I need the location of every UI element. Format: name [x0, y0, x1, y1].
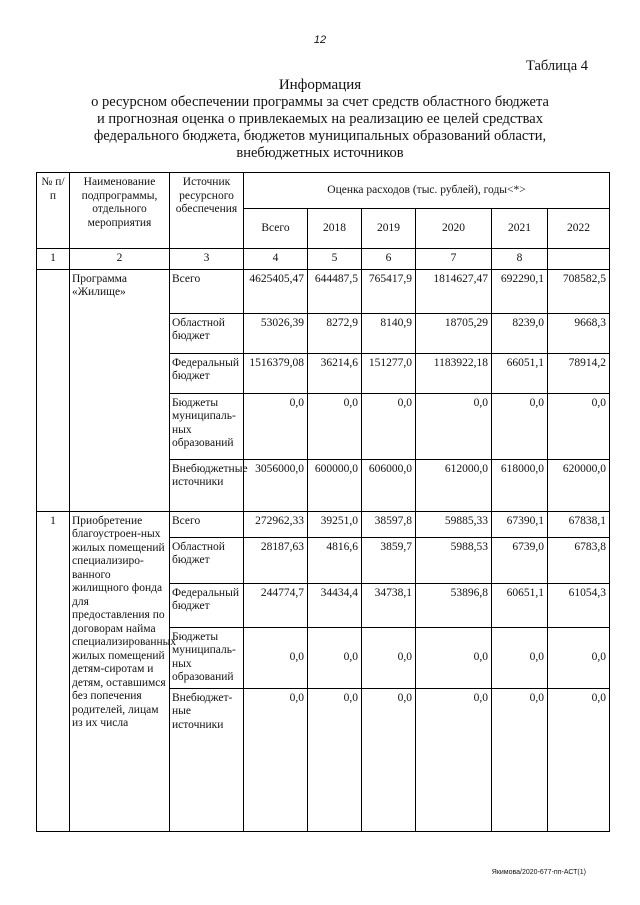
value-cell: 244774,7 [244, 583, 308, 627]
title-line: и прогнозная оценка о привлекаемых на реализацию ее целей средствах [97, 111, 543, 127]
title-line: федерального бюджета, бюджетов муниципальных образований области, [93, 128, 547, 144]
value-cell: 53896,8 [416, 583, 492, 627]
value-cell: 6739,0 [492, 537, 548, 583]
header-estimate: Оценка расходов (тыс. рублей), годы<*> [244, 173, 610, 209]
value-cell: 53026,39 [244, 313, 308, 353]
column-number: 3 [170, 249, 244, 270]
column-number: 1 [37, 249, 70, 270]
value-cell: 61054,3 [548, 583, 610, 627]
value-cell: 18705,29 [416, 313, 492, 353]
funding-source: Областной бюджет [170, 537, 244, 583]
header-col-2019: 2019 [362, 209, 416, 249]
header-num: № п/п [37, 173, 70, 249]
funding-source: Бюджеты муниципаль-ных образований [170, 393, 244, 459]
value-cell: 39251,0 [308, 511, 362, 537]
value-cell: 34738,1 [362, 583, 416, 627]
title-line: о ресурсном обеспечении программы за счет средств областного бюджета [91, 94, 549, 110]
header-col-total: Всего [244, 209, 308, 249]
value-cell: 0,0 [362, 627, 416, 688]
resource-table [36, 172, 610, 832]
value-cell: 600000,0 [308, 459, 362, 511]
value-cell: 67390,1 [492, 511, 548, 537]
row-number [37, 269, 70, 511]
value-cell: 0,0 [416, 688, 492, 831]
value-cell: 0,0 [308, 627, 362, 688]
row-number: 1 [37, 511, 70, 831]
value-cell: 8272,9 [308, 313, 362, 353]
program-name: Программа «Жилище» [70, 269, 170, 511]
value-cell: 0,0 [308, 688, 362, 831]
title-line: внебюджетных источников [236, 145, 404, 161]
column-number: 8 [492, 249, 548, 270]
value-cell: 36214,6 [308, 353, 362, 393]
document-title [40, 77, 600, 162]
value-cell: 67838,1 [548, 511, 610, 537]
funding-source: Федеральный бюджет [170, 353, 244, 393]
value-cell: 38597,8 [362, 511, 416, 537]
value-cell: 692290,1 [492, 269, 548, 313]
page-number: 12 [313, 34, 327, 46]
value-cell: 0,0 [244, 688, 308, 831]
value-cell: 0,0 [416, 627, 492, 688]
value-cell: 272962,33 [244, 511, 308, 537]
header-col-2018: 2018 [308, 209, 362, 249]
value-cell: 3859,7 [362, 537, 416, 583]
value-cell: 765417,9 [362, 269, 416, 313]
value-cell: 59885,33 [416, 511, 492, 537]
table-row [37, 511, 610, 537]
column-number: 5 [308, 249, 362, 270]
column-number: 2 [70, 249, 170, 270]
funding-source: Бюджеты муниципаль-ных образований [170, 627, 244, 688]
value-cell: 618000,0 [492, 459, 548, 511]
funding-source: Всего [170, 269, 244, 313]
value-cell: 0,0 [548, 627, 610, 688]
value-cell: 9668,3 [548, 313, 610, 353]
value-cell: 0,0 [362, 393, 416, 459]
value-cell: 0,0 [244, 627, 308, 688]
value-cell: 1814627,47 [416, 269, 492, 313]
header-col-2021: 2021 [492, 209, 548, 249]
value-cell: 66051,1 [492, 353, 548, 393]
value-cell: 0,0 [492, 627, 548, 688]
value-cell: 151277,0 [362, 353, 416, 393]
footer-code: Якимова/2020-677-пп-АСТ(1) [491, 869, 586, 876]
header-col-2020: 2020 [416, 209, 492, 249]
funding-source: Внебюджетные источники [170, 459, 244, 511]
value-cell: 606000,0 [362, 459, 416, 511]
column-number: 4 [244, 249, 308, 270]
value-cell: 3056000,0 [244, 459, 308, 511]
value-cell: 644487,5 [308, 269, 362, 313]
value-cell: 708582,5 [548, 269, 610, 313]
value-cell: 0,0 [492, 688, 548, 831]
value-cell: 8239,0 [492, 313, 548, 353]
funding-source: Областной бюджет [170, 313, 244, 353]
value-cell: 34434,4 [308, 583, 362, 627]
value-cell: 0,0 [244, 393, 308, 459]
value-cell: 6783,8 [548, 537, 610, 583]
value-cell: 78914,2 [548, 353, 610, 393]
value-cell: 612000,0 [416, 459, 492, 511]
value-cell: 28187,63 [244, 537, 308, 583]
funding-source: Внебюджет-ные источники [170, 688, 244, 831]
value-cell: 0,0 [362, 688, 416, 831]
column-number: 6 [362, 249, 416, 270]
header-name: Наименование подпрограммы, отдельного мероприятия [70, 173, 170, 249]
table-row [37, 269, 610, 313]
value-cell: 0,0 [416, 393, 492, 459]
header-col-2022: 2022 [548, 209, 610, 249]
value-cell: 60651,1 [492, 583, 548, 627]
value-cell: 5988,53 [416, 537, 492, 583]
value-cell: 8140,9 [362, 313, 416, 353]
header-source: Источник ресурсного обеспечения [170, 173, 244, 249]
value-cell: 620000,0 [548, 459, 610, 511]
value-cell: 4816,6 [308, 537, 362, 583]
column-number [548, 249, 610, 270]
value-cell: 0,0 [308, 393, 362, 459]
column-number: 7 [416, 249, 492, 270]
value-cell: 1516379,08 [244, 353, 308, 393]
value-cell: 4625405,47 [244, 269, 308, 313]
title-line: Информация [278, 77, 362, 93]
value-cell: 0,0 [548, 393, 610, 459]
program-name: Приобретение благоустроен-ных жилых помещений специализиро-ванного жилищного фонда для предоставления по договорам найма специализированных жилых помещений детям-сиротам и детям, оставшимся без попечения родителей, лицам из их числа [70, 511, 170, 831]
table-label: Таблица 4 [525, 58, 588, 74]
value-cell: 0,0 [492, 393, 548, 459]
funding-source: Всего [170, 511, 244, 537]
funding-source: Федеральный бюджет [170, 583, 244, 627]
value-cell: 0,0 [548, 688, 610, 831]
value-cell: 1183922,18 [416, 353, 492, 393]
